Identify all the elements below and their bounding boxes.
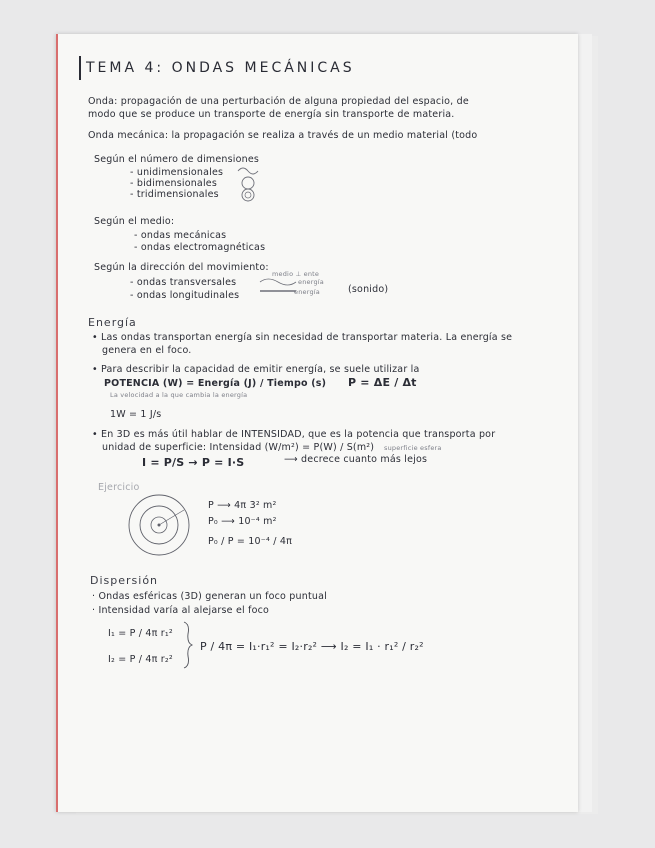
dimension-sketches-icon <box>236 163 262 203</box>
onda-mecanica: Onda mecánica: la propagación se realiza a través de un medio material (todo <box>88 130 478 141</box>
potencia-definition: POTENCIA (W) = Energía (J) / Tiempo (s) <box>104 378 327 389</box>
energia-bullet-3-line-1: • En 3D es más útil hablar de INTENSIDAD, que es la potencia que transporta por <box>92 429 496 440</box>
direccion-note-top: medio ⊥ ente <box>272 270 320 278</box>
energia-bullet-1-line-1: • Las ondas transportan energía sin necesidad de transportar materia. La energía se <box>92 332 513 343</box>
energia-bullet-1-line-2: genera en el foco. <box>102 345 192 356</box>
direccion-item-2: - ondas longitudinales <box>130 290 240 301</box>
energia-heading: Energía <box>88 316 137 329</box>
dispersion-final-relation: P / 4π = I₁·r₁² = I₂·r₂² ⟶ I₂ = I₁ · r₁² / r₂² <box>200 640 424 653</box>
intensity-2-formula: I₂ = P / 4π r₂² <box>108 654 173 665</box>
direccion-item-1: - ondas transversales <box>130 277 237 288</box>
dispersion-line-1: · Ondas esféricas (3D) generan un foco puntual <box>92 591 327 602</box>
dispersion-line-2: · Intensidad varía al alejarse el foco <box>92 605 270 616</box>
dim-item-1: - unidimensionales <box>130 167 224 178</box>
intensity-1-formula: I₁ = P / 4π r₁² <box>108 628 173 639</box>
ejercicio-line-2: P₀ ⟶ 10⁻⁴ m² <box>208 516 277 527</box>
energia-bullet-2: • Para describir la capacidad de emitir energía, se suele utilizar la <box>92 364 420 375</box>
intensidad-formula: I = P/S → P = I·S <box>142 456 245 469</box>
concentric-circles-diagram <box>124 490 194 560</box>
brace-icon <box>182 620 194 670</box>
direccion-note-mid1: energía <box>298 278 324 286</box>
ejercicio-label: Ejercicio <box>98 482 140 493</box>
direction-arrows-icon <box>258 272 298 296</box>
dimensiones-heading: Según el número de dimensiones <box>94 154 260 165</box>
ejercicio-line-1: P ⟶ 4π 3² m² <box>208 500 277 511</box>
title-bar <box>79 56 81 80</box>
energia-bullet-3-line-2: unidad de superficie: Intensidad (W/m²) = P(W) / S(m²) <box>102 442 375 453</box>
superficie-note: superficie esfera <box>384 444 442 452</box>
watt-definition: 1W = 1 J/s <box>110 409 162 420</box>
decrece-note: ⟶ decrece cuanto más lejos <box>284 454 428 465</box>
ejercicio-line-3: P₀ / P = 10⁻⁴ / 4π <box>208 536 293 547</box>
direccion-sonido: (sonido) <box>348 284 389 295</box>
dispersion-heading: Dispersión <box>90 574 159 587</box>
notebook-page <box>56 34 578 812</box>
medio-heading: Según el medio: <box>94 216 175 227</box>
onda-definition-1: Onda: propagación de una perturbación de alguna propiedad del espacio, de <box>88 96 469 107</box>
potencia-formula: P = ΔE / Δt <box>348 376 417 389</box>
medio-item-2: - ondas electromagnéticas <box>134 242 266 253</box>
medio-item-1: - ondas mecánicas <box>134 230 227 241</box>
direccion-heading: Según la dirección del movimiento: <box>94 262 269 273</box>
onda-definition-2: modo que se produce un transporte de energía sin transporte de materia. <box>88 109 455 120</box>
direccion-note-mid2: energía <box>294 288 320 296</box>
dim-item-3: - tridimensionales <box>130 189 219 200</box>
dim-item-2: - bidimensionales <box>130 178 217 189</box>
potencia-note: La velocidad a la que cambia la energía <box>110 391 248 399</box>
page-title: TEMA 4: ONDAS MECÁNICAS <box>86 60 355 76</box>
